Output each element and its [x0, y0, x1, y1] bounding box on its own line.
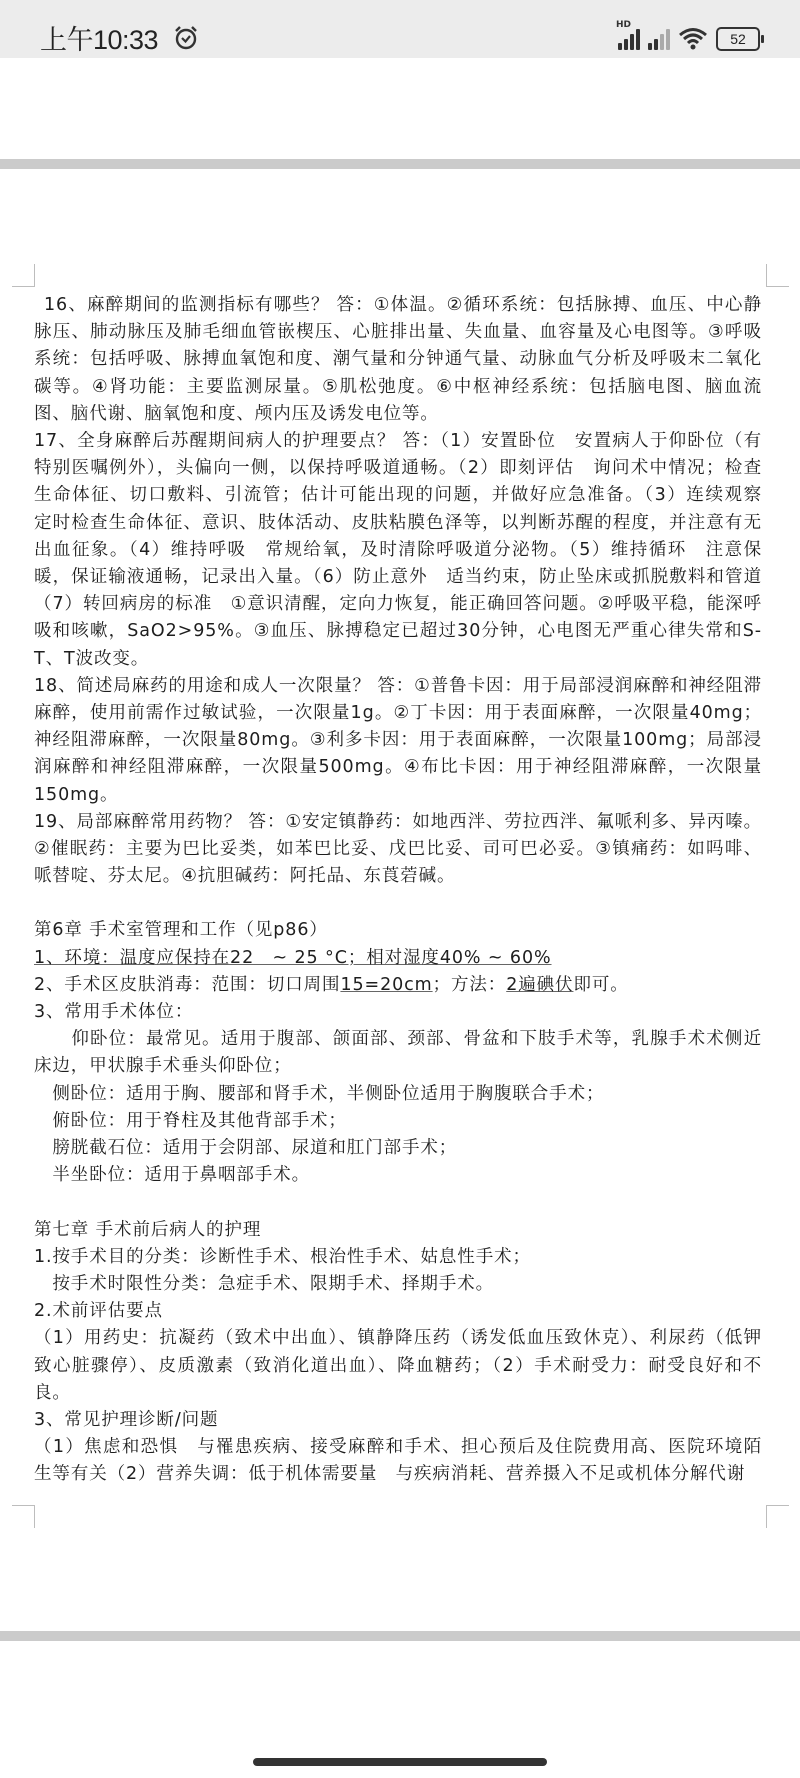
disinfection-range: 15=20cm: [340, 974, 433, 995]
status-bar: [0, 0, 800, 58]
position-semi-fowler: 半坐卧位：适用于鼻咽部手术。: [34, 1165, 310, 1186]
ch7-item-preop-assessment: 2.术前评估要点: [34, 1301, 163, 1322]
ch6-item-positions: 3、常用手术体位：: [34, 1002, 194, 1023]
question-18: 18、简述局麻药的用途和成人一次限量？ 答：①普鲁卡因：用于局部浸润麻醉和神经阻滞麻醉，使用前需作过敏试验，一次限量1g。②丁卡因：用于表面麻醉，一次限量40mg；神经阻滞麻醉，一次限量80mg。③利多卡因：用于表面麻醉，一次限量100mg；局部浸润麻醉和神经阻滞麻醉，一次限量500mg。④布比卡因：用于神经阻滞麻醉，一次限量150mg。: [34, 675, 762, 805]
ch6-item-environment: 1、环境：温度应保持在22 ~ 25 °C；相对湿度40% ~ 60%: [34, 947, 552, 968]
disinfection-method: 2遍碘伏: [506, 974, 574, 995]
ch7-item-purpose-classification: 1.按手术目的分类：诊断性手术、根治性手术、姑息性手术；: [34, 1246, 531, 1267]
chapter-6-title: 第6章 手术室管理和工作（见p86）: [34, 920, 328, 941]
question-17: 17、全身麻醉后苏醒期间病人的护理要点？ 答：（1）安置卧位 安置病人于仰卧位（有特别医嘱例外），头偏向一侧，以保持呼吸道通畅。（2）即刻评估 询问术中情况；检查生命体征、切口敷料、引流管；估计可能出现的问题，并做好应急准备。（3）连续观察 定时检查生命体征、意识、肢体活动、皮肤粘膜色泽等，以判断苏醒的程度，并注意有无出血征象。（4）维持呼吸 常规给氧，及时清除呼吸道分泌物。（5）维持循环 注意保暖，保证输液通畅，记录出入量。（6）防止意外 适当约束，防止坠床或抓脱敷料和管道（7）转回病房的标准 ①意识清醒，定向力恢复，能正确回答问题。②呼吸平稳，能深呼吸和咳嗽，SaO2>95%。③血压、脉搏稳定已超过30分钟，心电图无严重心律失常和S-T、T波改变。: [34, 431, 781, 669]
alarm-clock-icon: [173, 25, 199, 51]
signal-hd-icon: HD: [618, 28, 640, 50]
position-lateral: 侧卧位：适用于胸、腰部和肾手术，半侧卧位适用于胸腹联合手术；: [34, 1083, 605, 1104]
page-corner-mark: [766, 264, 789, 287]
page-corner-mark: [12, 264, 35, 287]
document-page: [34, 292, 781, 1489]
position-lithotomy: 膀胱截石位：适用于会阴部、尿道和肛门部手术；: [34, 1138, 458, 1159]
wifi-icon: [678, 27, 708, 51]
chapter-7-title: 第七章 手术前后病人的护理: [34, 1219, 262, 1240]
ch6-item-disinfection: 2、手术区皮肤消毒：范围：切口周围15=20cm；方法：2遍碘伏即可。: [34, 974, 629, 995]
battery-icon: 52: [716, 27, 760, 51]
question-19: 19、局部麻醉常用药物？ 答：①安定镇静药：如地西泮、劳拉西泮、氟哌利多、异丙嗪。②催眠药：主要为巴比妥类，如苯巴比妥、戊巴比妥、司可巴必妥。③镇痛药：如吗啡、哌替啶、芬太尼。④抗胆碱药：阿托品、东莨菪碱。: [34, 811, 762, 887]
page-corner-mark: [766, 1505, 789, 1528]
page-separator: [0, 159, 800, 169]
position-supine: 仰卧位：最常见。适用于腹部、颌面部、颈部、骨盆和下肢手术等，乳腺手术术侧近床边，甲状腺手术垂头仰卧位；: [34, 1029, 762, 1077]
ch7-nursing-diagnosis-body: （1）焦虑和恐惧 与罹患疾病、接受麻醉和手术、担心预后及住院费用高、医院环境陌生等有关（2）营养失调：低于机体需要量 与疾病消耗、营养摄入不足或机体分解代谢: [34, 1437, 762, 1485]
ch7-item-nursing-diagnosis: 3、常见护理诊断/问题: [34, 1409, 219, 1430]
status-icons: [616, 20, 760, 52]
page-separator: [0, 1631, 800, 1641]
ch7-item-time-classification: 按手术时限性分类：急症手术、限期手术、择期手术。: [34, 1273, 494, 1294]
ch7-preop-assessment-body: （1）用药史：抗凝药（致术中出血）、镇静降压药（诱发低血压致休克）、利尿药（低钾致心脏骤停）、皮质激素（致消化道出血）、降血糖药；（2）手术耐受力：耐受良好和不良。: [34, 1328, 762, 1403]
page-corner-mark: [12, 1505, 35, 1528]
home-gesture-bar[interactable]: [253, 1758, 547, 1766]
question-16: 16、麻醉期间的监测指标有哪些？ 答：①体温。②循环系统：包括脉搏、血压、中心静脉压、肺动脉压及肺毛细血管嵌楔压、心脏排出量、失血量、血容量及心电图等。③呼吸系统：包括呼吸、脉搏血氧饱和度、潮气量和分钟通气量、动脉血气分析及呼吸末二氧化碳等。④肾功能：主要监测尿量。⑤肌松弛度。⑥中枢神经系统：包括脑电图、脑血流图、脑代谢、脑氧饱和度、颅内压及诱发电位等。: [34, 295, 762, 424]
clock-time: 上午10:33: [40, 25, 159, 55]
signal-icon: [648, 28, 670, 50]
position-prone: 俯卧位：用于脊柱及其他背部手术；: [34, 1110, 347, 1131]
